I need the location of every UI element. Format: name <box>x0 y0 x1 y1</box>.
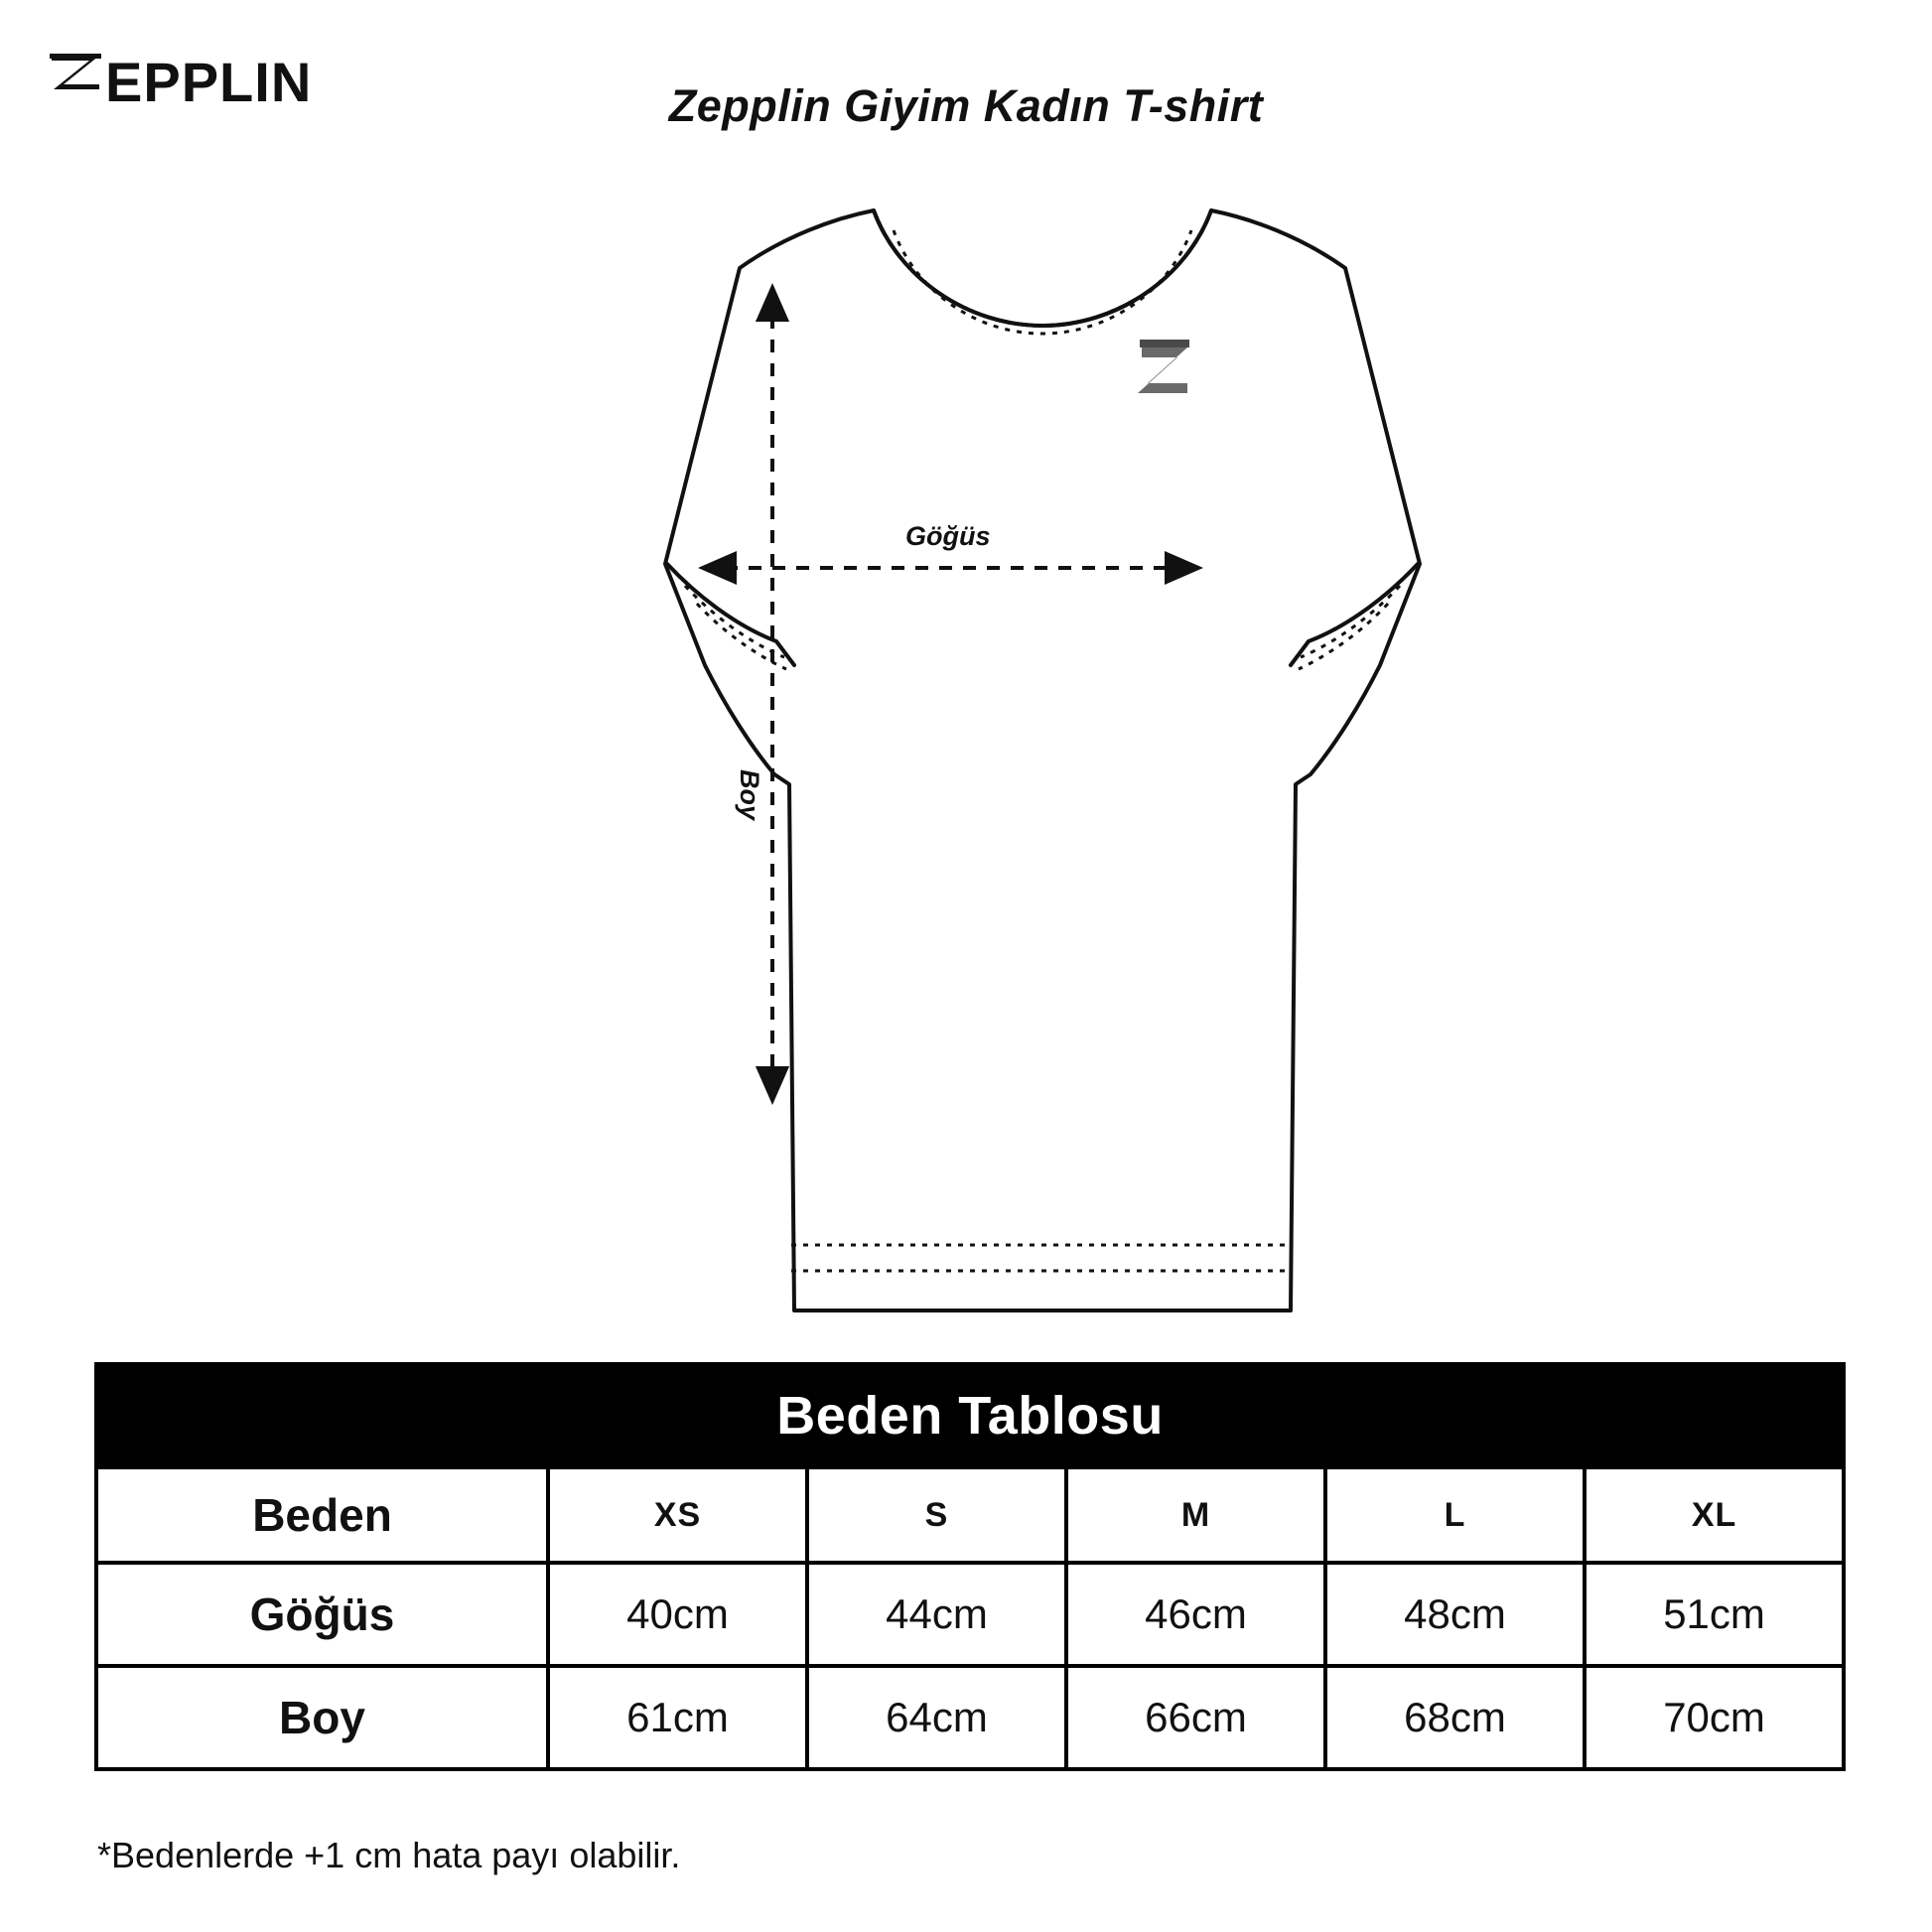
boy-xs: 61cm <box>548 1666 807 1769</box>
z-logo-small-icon <box>1138 340 1189 393</box>
table-header-s: S <box>807 1467 1066 1563</box>
row-label-boy: Boy <box>96 1666 548 1769</box>
size-table <box>94 1362 1846 1771</box>
boy-l: 68cm <box>1325 1666 1585 1769</box>
gogus-l: 48cm <box>1325 1563 1585 1666</box>
boy-m: 66cm <box>1066 1666 1325 1769</box>
table-header-l: L <box>1325 1467 1585 1563</box>
page-title-bold: Kadın T-shirt <box>983 80 1264 131</box>
brand-name: EPPLIN <box>105 51 313 113</box>
page-title <box>0 81 1932 131</box>
gogus-xl: 51cm <box>1585 1563 1844 1666</box>
gogus-s: 44cm <box>807 1563 1066 1666</box>
chest-measure-label: Göğüs <box>905 521 991 551</box>
boy-xl: 70cm <box>1585 1666 1844 1769</box>
table-row <box>96 1563 1844 1666</box>
page-title-regular: Zepplin Giyim <box>668 80 984 131</box>
table-header-row <box>96 1467 1844 1563</box>
table-title-row <box>96 1364 1844 1467</box>
row-label-gogus: Göğüs <box>96 1563 548 1666</box>
footnote: *Bedenlerde +1 cm hata payı olabilir. <box>97 1835 681 1875</box>
tshirt-illustration <box>0 149 1932 1350</box>
table-header-beden: Beden <box>96 1467 548 1563</box>
table-header-xl: XL <box>1585 1467 1844 1563</box>
table-title: Beden Tablosu <box>96 1364 1844 1467</box>
gogus-xs: 40cm <box>548 1563 807 1666</box>
header <box>0 0 1932 174</box>
gogus-m: 46cm <box>1066 1563 1325 1666</box>
boy-s: 64cm <box>807 1666 1066 1769</box>
table-row <box>96 1666 1844 1769</box>
table-header-xs: XS <box>548 1467 807 1563</box>
length-measure-label: Boy <box>735 769 764 821</box>
table-header-m: M <box>1066 1467 1325 1563</box>
size-table-wrapper <box>94 1362 1842 1771</box>
